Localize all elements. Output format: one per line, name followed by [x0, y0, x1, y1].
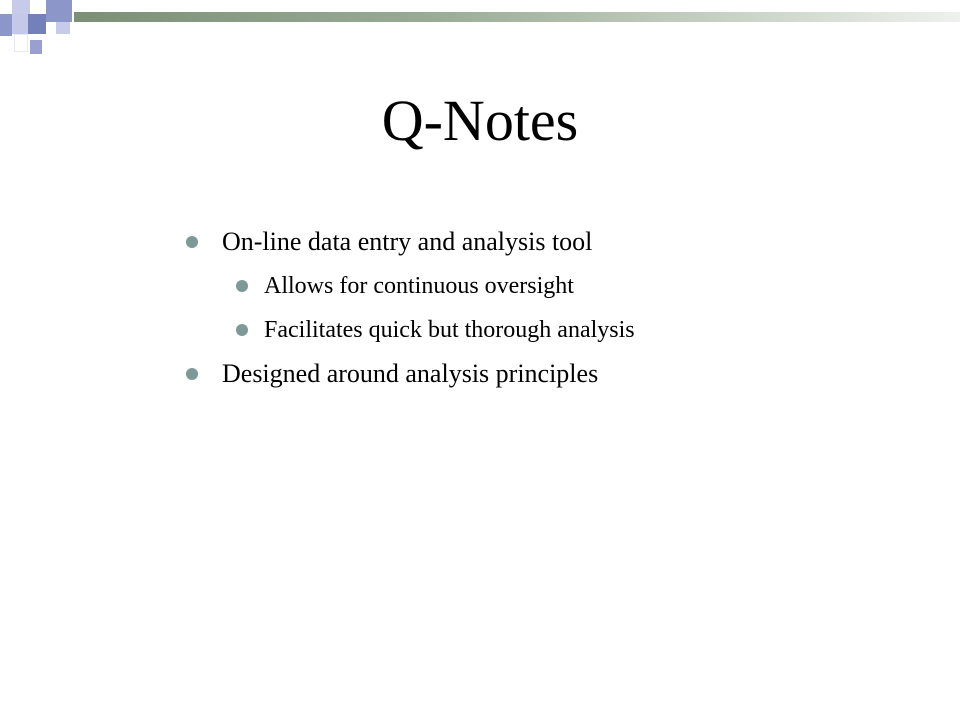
bullet-dot-icon: [236, 324, 248, 336]
corner-square: [14, 34, 28, 52]
corner-square: [28, 14, 46, 34]
corner-square: [56, 22, 70, 34]
bullet-text: On-line data entry and analysis tool: [222, 227, 593, 256]
sub-bullet-item: [180, 310, 920, 354]
bullet-text: Facilitates quick but thorough analysis: [264, 317, 635, 343]
top-gradient-bar: [74, 12, 960, 22]
bullet-item: [180, 354, 920, 398]
bullet-dot-icon: [186, 368, 198, 380]
bullet-item: [180, 222, 920, 266]
bullet-text: Allows for continuous oversight: [264, 273, 574, 299]
sub-bullet-item: [180, 266, 920, 310]
corner-decoration: [0, 0, 80, 60]
bullet-dot-icon: [236, 280, 248, 292]
corner-square: [12, 14, 28, 34]
corner-square: [12, 0, 30, 14]
slide-title: Q-Notes: [381, 88, 579, 153]
corner-square: [30, 40, 42, 54]
corner-square: [46, 0, 72, 22]
corner-square: [30, 0, 44, 14]
bullet-dot-icon: [186, 236, 198, 248]
bullet-text: Designed around analysis principles: [222, 359, 599, 388]
bullet-list: [180, 222, 920, 398]
corner-square: [0, 14, 12, 36]
